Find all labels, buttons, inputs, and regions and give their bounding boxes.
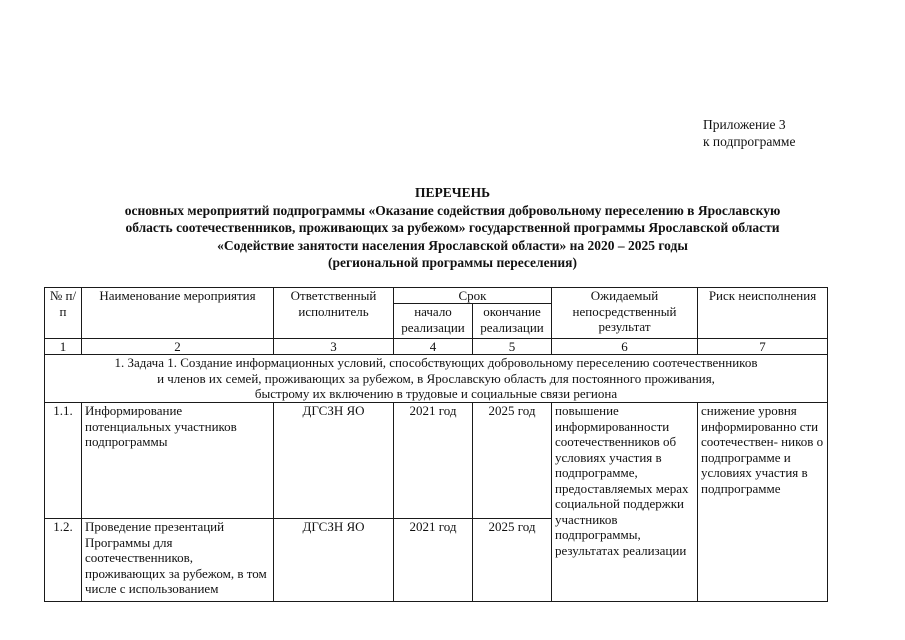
header-risk: Риск неисполнения (698, 288, 828, 339)
row-result: повышение информированности соотечественников об условиях участия в подпрограмме, предоставляемых мерах социальной поддержки участников подпрограммы, результатах реализации (552, 403, 698, 602)
task-row (45, 355, 828, 403)
header-end: окончание реализации (473, 304, 552, 339)
task-line-3: быстрому их включению в трудовые и социальные связи региона (254, 386, 618, 401)
column-number: 4 (394, 339, 473, 355)
appendix-label (703, 116, 795, 150)
title-line-2: основных мероприятий подпрограммы «Оказание содействия добровольному переселению в Ярославскую (124, 202, 781, 218)
activities-table (44, 287, 828, 602)
title-line-3: область соотечественников, проживающих за рубежом» государственной программы Ярославской области (125, 220, 780, 235)
title-line-1: ПЕРЕЧЕНЬ (414, 185, 491, 200)
header-term: Срок (394, 288, 552, 304)
row-start: 2021 год (394, 519, 473, 602)
row-end: 2025 год (473, 403, 552, 519)
column-number: 5 (473, 339, 552, 355)
row-num: 1.1. (45, 403, 82, 519)
header-row (45, 288, 828, 304)
header-name: Наименование мероприятия (82, 288, 274, 339)
column-number: 2 (82, 339, 274, 355)
header-executor: Ответственный исполнитель (274, 288, 394, 339)
task-line-2: и членов их семей, проживающих за рубежом, в Ярославскую область для постоянного проживания, (157, 370, 715, 386)
title-line-5: (региональной программы переселения) (328, 255, 577, 270)
column-number: 6 (552, 339, 698, 355)
document-title (40, 184, 865, 272)
table-row (45, 403, 828, 519)
row-risk: снижение уровня информированно сти соотечествен- ников о подпрограмме и условиях участия в подпрограмме (698, 403, 828, 602)
row-name: Информирование потенциальных участников подпрограммы (82, 403, 274, 519)
row-executor: ДГСЗН ЯО (274, 403, 394, 519)
row-name: Проведение презентаций Программы для соотечественников, проживающих за рубежом, в том числе с использованием (82, 519, 274, 602)
column-number: 7 (698, 339, 828, 355)
header-start: начало реализации (394, 304, 473, 339)
column-numbers-row (45, 339, 828, 355)
row-num: 1.2. (45, 519, 82, 602)
header-num: № п/п (45, 288, 82, 339)
task-line-1: 1. Задача 1. Создание информационных условий, способствующих добровольному переселению соотечественников (114, 355, 758, 370)
row-start: 2021 год (394, 403, 473, 519)
task-heading (45, 355, 828, 403)
row-executor: ДГСЗН ЯО (274, 519, 394, 602)
column-number: 1 (45, 339, 82, 355)
appendix-line-2: к подпрограмме (703, 134, 796, 149)
title-line-4: «Содействие занятости населения Ярославской области» на 2020 – 2025 годы (217, 237, 688, 253)
header-result: Ожидаемый непосредственный результат (552, 288, 698, 339)
row-end: 2025 год (473, 519, 552, 602)
column-number: 3 (274, 339, 394, 355)
appendix-line-1: Приложение 3 (703, 117, 786, 132)
